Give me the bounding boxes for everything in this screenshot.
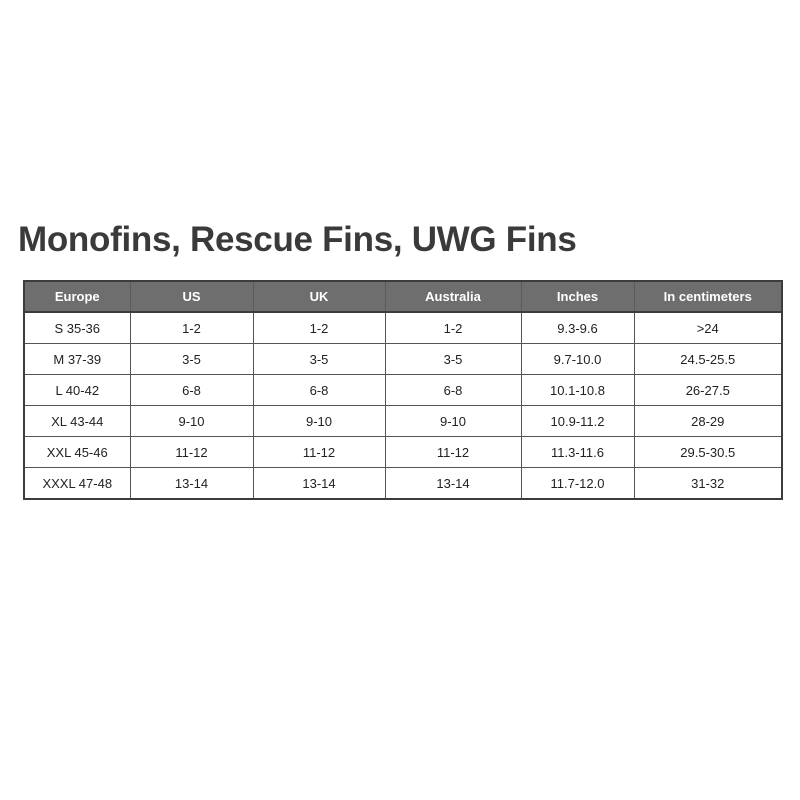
cell-centimeters: 24.5-25.5 (634, 344, 782, 375)
table-row (24, 468, 782, 500)
cell-inches: 11.3-11.6 (521, 437, 634, 468)
header-uk: UK (253, 281, 385, 312)
cell-europe: XL 43-44 (24, 406, 130, 437)
table-header-row (24, 281, 782, 312)
cell-uk: 9-10 (253, 406, 385, 437)
cell-australia: 11-12 (385, 437, 521, 468)
cell-us: 13-14 (130, 468, 253, 500)
cell-us: 1-2 (130, 312, 253, 344)
size-chart-table (23, 280, 783, 500)
cell-inches: 9.3-9.6 (521, 312, 634, 344)
cell-centimeters: 26-27.5 (634, 375, 782, 406)
cell-uk: 13-14 (253, 468, 385, 500)
header-inches: Inches (521, 281, 634, 312)
table-row (24, 406, 782, 437)
table-row (24, 437, 782, 468)
cell-europe: M 37-39 (24, 344, 130, 375)
cell-centimeters: 29.5-30.5 (634, 437, 782, 468)
cell-australia: 3-5 (385, 344, 521, 375)
table-row (24, 375, 782, 406)
cell-inches: 10.1-10.8 (521, 375, 634, 406)
cell-us: 3-5 (130, 344, 253, 375)
cell-australia: 13-14 (385, 468, 521, 500)
cell-centimeters: 31-32 (634, 468, 782, 500)
cell-australia: 9-10 (385, 406, 521, 437)
cell-australia: 1-2 (385, 312, 521, 344)
cell-europe: XXL 45-46 (24, 437, 130, 468)
cell-australia: 6-8 (385, 375, 521, 406)
header-centimeters: In centimeters (634, 281, 782, 312)
cell-us: 11-12 (130, 437, 253, 468)
header-europe: Europe (24, 281, 130, 312)
cell-europe: S 35-36 (24, 312, 130, 344)
header-australia: Australia (385, 281, 521, 312)
cell-us: 9-10 (130, 406, 253, 437)
cell-uk: 11-12 (253, 437, 385, 468)
cell-inches: 10.9-11.2 (521, 406, 634, 437)
page-title: Monofins, Rescue Fins, UWG Fins (18, 220, 577, 259)
cell-uk: 1-2 (253, 312, 385, 344)
cell-us: 6-8 (130, 375, 253, 406)
cell-centimeters: >24 (634, 312, 782, 344)
header-us: US (130, 281, 253, 312)
table-row (24, 344, 782, 375)
cell-europe: XXXL 47-48 (24, 468, 130, 500)
cell-uk: 6-8 (253, 375, 385, 406)
cell-europe: L 40-42 (24, 375, 130, 406)
cell-inches: 9.7-10.0 (521, 344, 634, 375)
cell-centimeters: 28-29 (634, 406, 782, 437)
table-row (24, 312, 782, 344)
cell-uk: 3-5 (253, 344, 385, 375)
cell-inches: 11.7-12.0 (521, 468, 634, 500)
